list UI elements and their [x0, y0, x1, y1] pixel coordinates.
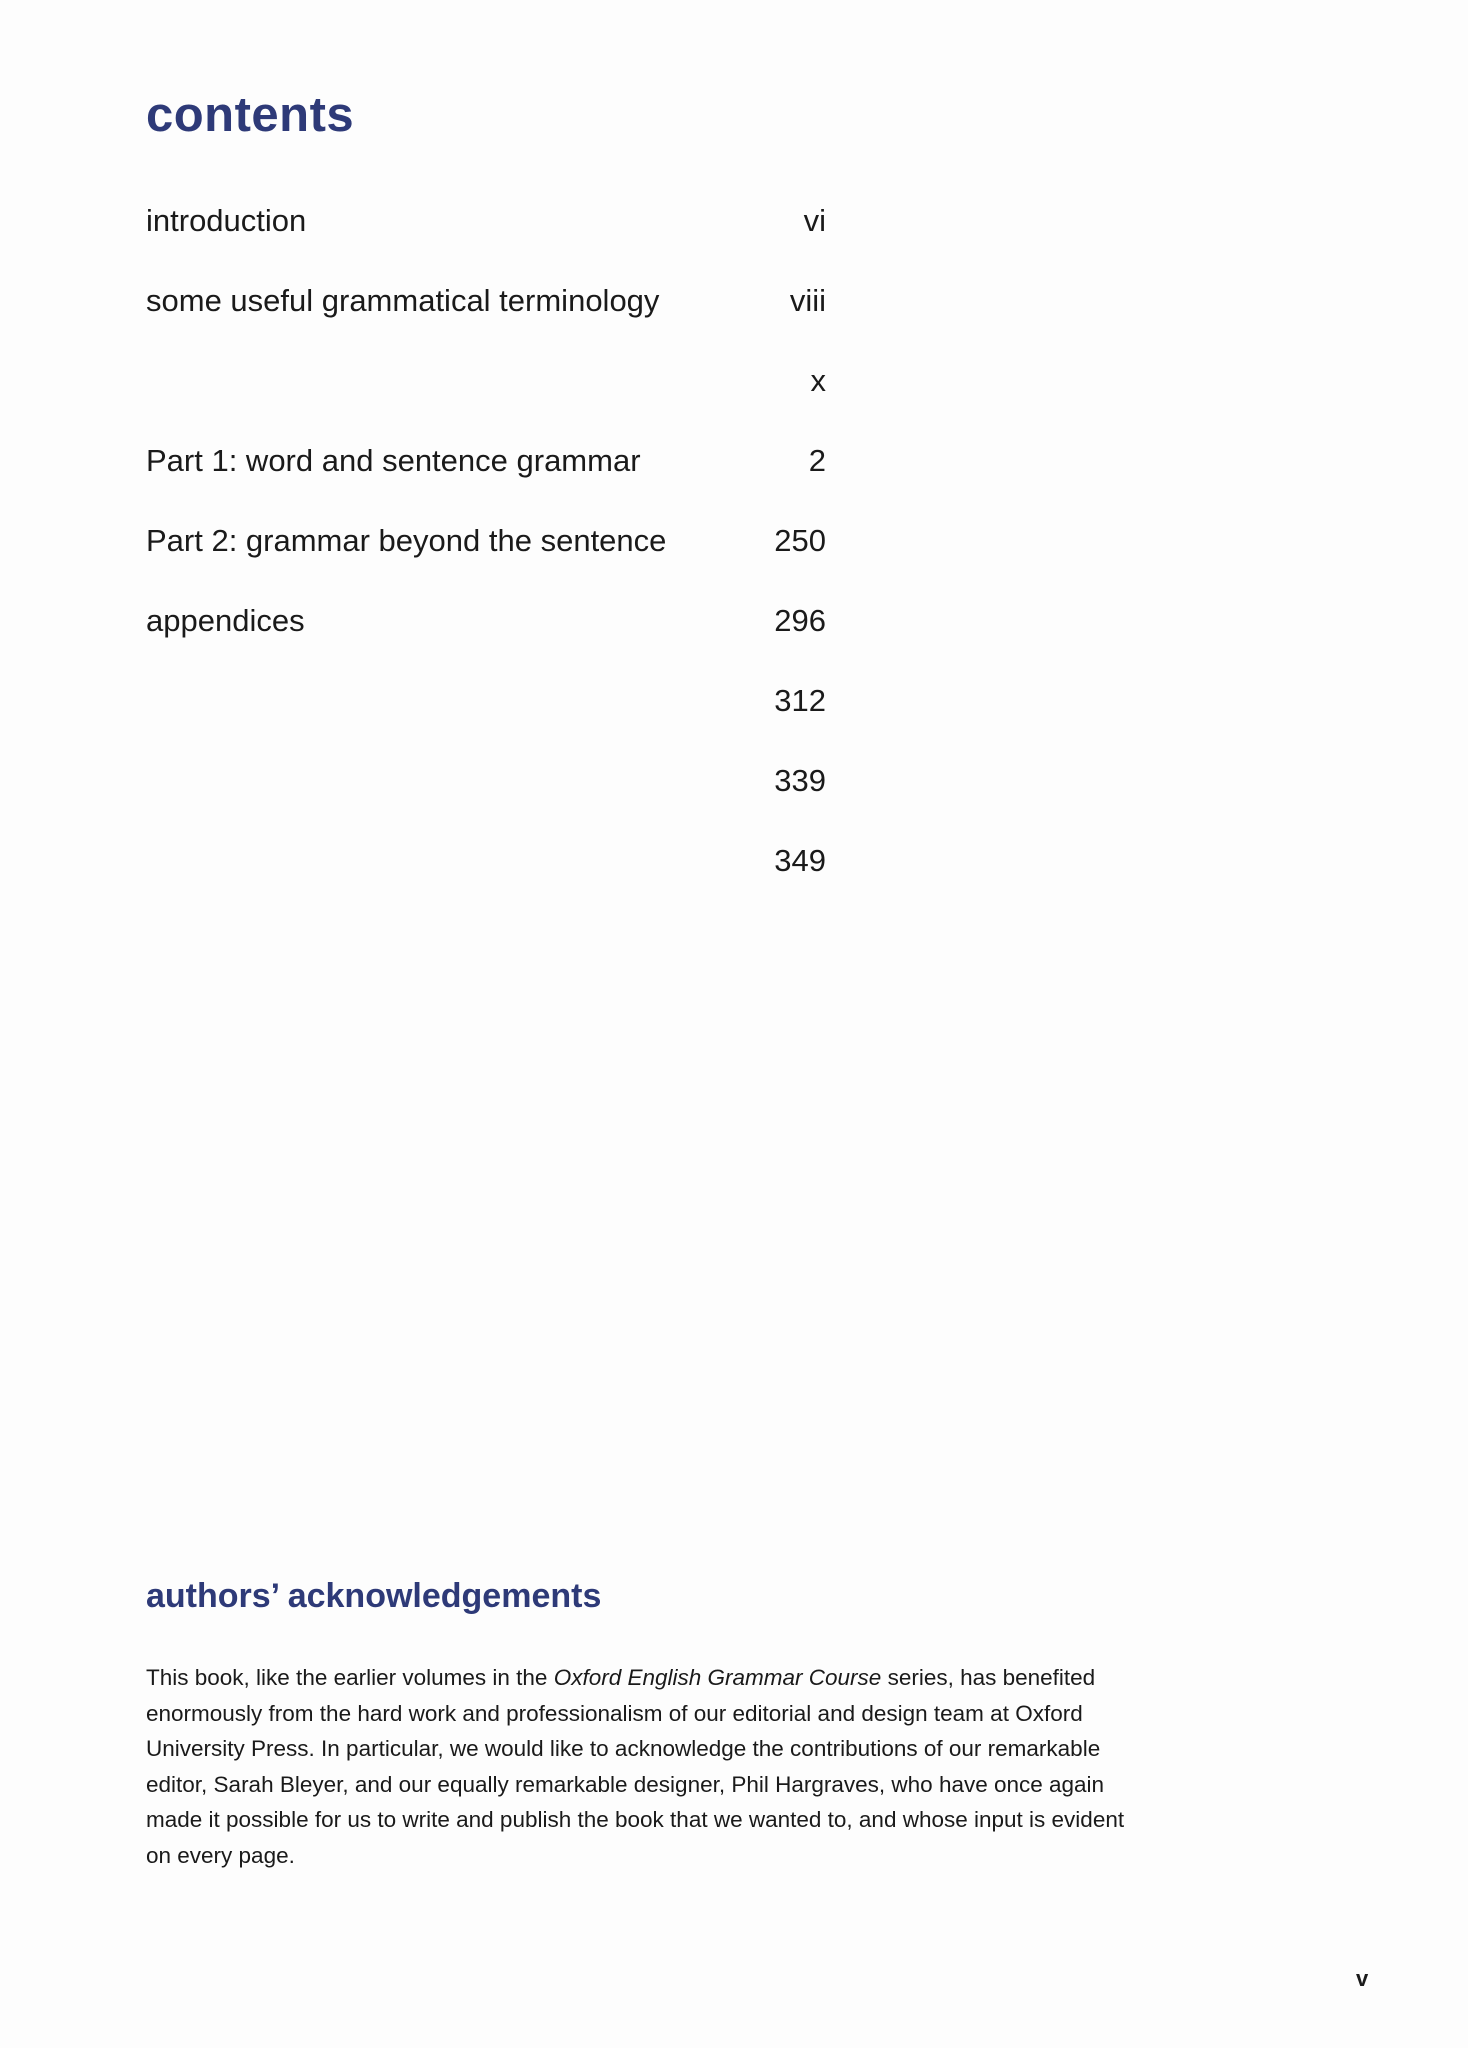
toc-entry [146, 580, 826, 660]
toc-entry [146, 500, 826, 580]
toc-entry-label: Part 1: word and sentence grammar [146, 442, 641, 478]
toc-entry-page: viii [789, 282, 826, 318]
toc-entry-label: some useful grammatical terminology [146, 282, 660, 318]
page-number: v [1356, 1966, 1369, 1991]
toc-entry-page: 250 [774, 522, 826, 558]
table-of-contents [146, 180, 826, 900]
series-title: Oxford English Grammar Course [553, 1665, 882, 1690]
toc-entry-page: vi [803, 202, 826, 238]
contents-heading: contents [146, 88, 355, 142]
acknowledgements-text-end: series, has benefited enormously from the hard work and professionalism of our editorial and design team at Oxford University Press. In particular, we would like to acknowledge the contributions of our remarkable editor, Sarah Bleyer, and our equally remarkable designer, Phil Hargraves, who have once again made it possible for us to write and publish the book that we wanted to, and whose input is evident on every page. [146, 1665, 1125, 1868]
toc-entry-page: 296 [774, 602, 826, 638]
acknowledgements-paragraph [146, 1660, 1146, 1873]
toc-entry-page: x [810, 362, 826, 398]
acknowledgements-heading: authors’ acknowledgements [146, 1577, 602, 1615]
toc-entry [146, 260, 826, 340]
toc-entry-label: Part 2: grammar beyond the sentence [146, 522, 667, 558]
toc-entry [146, 740, 826, 820]
toc-entry-page: 312 [774, 682, 826, 718]
toc-entry [146, 660, 826, 740]
toc-entry [146, 820, 826, 900]
toc-entry [146, 180, 826, 260]
toc-entry-page: 339 [774, 762, 826, 798]
toc-entry-page: 2 [808, 442, 826, 478]
toc-entry [146, 420, 826, 500]
toc-entry-label: appendices [146, 602, 305, 638]
toc-entry-page: 349 [774, 842, 826, 878]
acknowledgements-text-start: This book, like the earlier volumes in the [146, 1665, 554, 1690]
toc-entry [146, 340, 826, 420]
toc-entry-label: introduction [146, 202, 307, 238]
